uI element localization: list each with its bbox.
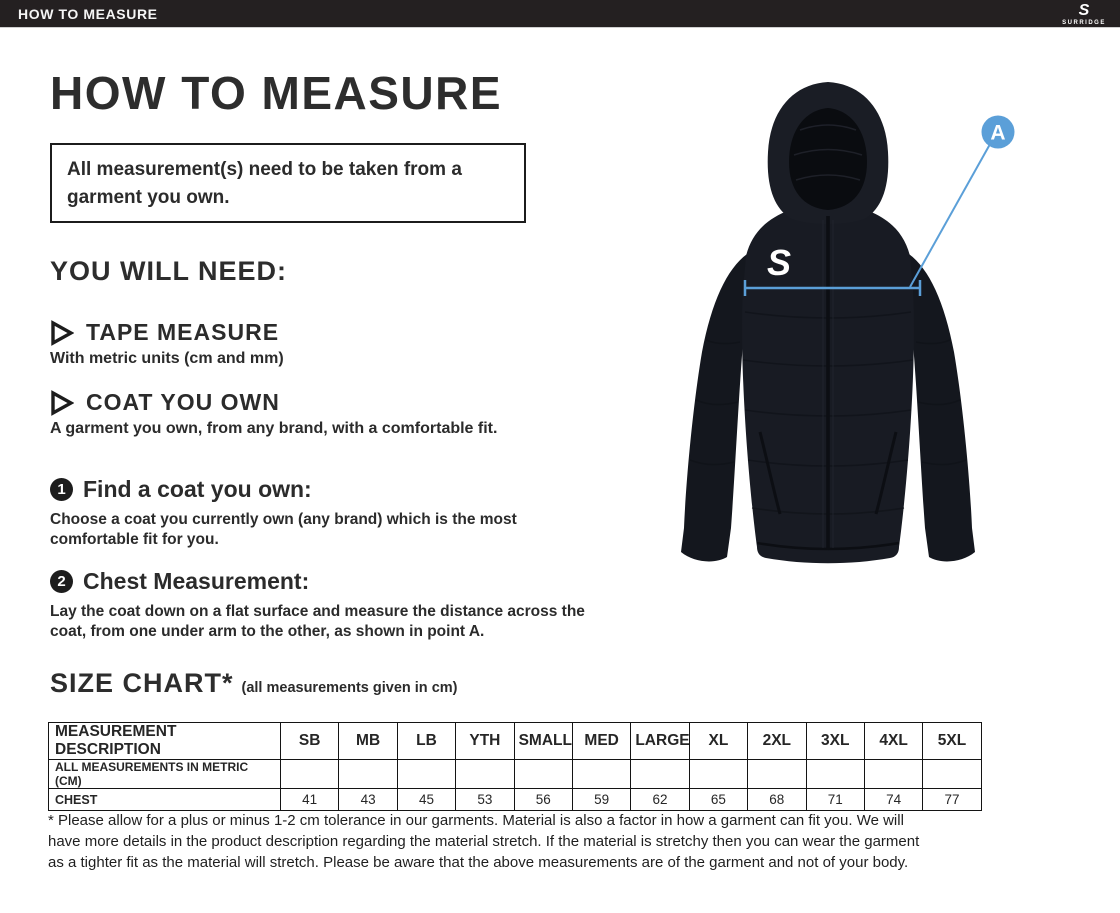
size-chart-cell [339, 760, 397, 789]
jacket-chest-logo: S [767, 242, 792, 283]
top-bar [0, 0, 1120, 28]
size-chart-cell: 62 [631, 789, 689, 811]
size-chart-heading [50, 668, 457, 699]
size-chart-subtitle: (all measurements given in cm) [241, 680, 458, 696]
size-chart-header-yth: YTH [456, 723, 514, 760]
size-chart-cell [748, 760, 806, 789]
size-chart-table-container [48, 722, 982, 811]
need-item-label: TAPE MEASURE [86, 319, 280, 345]
size-chart-header-lb: LB [397, 723, 455, 760]
size-chart-cell: 59 [572, 789, 630, 811]
step-number-badge: 1 [50, 478, 73, 501]
size-chart-cell: 56 [514, 789, 572, 811]
need-item-label: COAT YOU OWN [86, 389, 280, 415]
surridge-logo-icon [1058, 1, 1120, 27]
step-number-badge: 2 [50, 570, 73, 593]
size-chart-cell: 68 [748, 789, 806, 811]
size-chart-row [49, 789, 982, 811]
step-2 [50, 568, 610, 641]
page-title: HOW TO MEASURE [50, 67, 503, 119]
surridge-s-mark: S [1078, 1, 1090, 19]
top-bar-title: HOW TO MEASURE [18, 5, 158, 22]
step-title: Chest Measurement: [83, 568, 310, 594]
jacket-left-sleeve [681, 252, 750, 561]
play-triangle-icon [50, 390, 74, 416]
size-chart-header-large: LARGE [631, 723, 689, 760]
jacket-hood-opening [789, 108, 867, 210]
size-chart-row [49, 760, 982, 789]
step-description: Choose a coat you currently own (any brand) which is the most comfortable fit for you. [50, 511, 517, 548]
size-chart-cell: 53 [456, 789, 514, 811]
size-chart-cell: 43 [339, 789, 397, 811]
size-chart-header-mb: MB [339, 723, 397, 760]
size-chart-cell: 65 [689, 789, 747, 811]
size-chart-cell [923, 760, 981, 789]
size-chart-cell: 41 [281, 789, 339, 811]
play-triangle-icon [50, 320, 74, 346]
size-chart-header-5xl: 5XL [923, 723, 981, 760]
jacket-measurement-diagram [660, 60, 1040, 640]
size-chart-row-label: ALL MEASUREMENTS IN METRIC (CM) [49, 760, 281, 789]
size-chart-row-label: CHEST [49, 789, 281, 811]
size-chart-cell: 77 [923, 789, 981, 811]
size-chart-cell: 71 [806, 789, 864, 811]
surridge-logo-graphic [1058, 1, 1110, 27]
size-chart-cell [456, 760, 514, 789]
size-chart-header-small: SMALL [514, 723, 572, 760]
size-chart-cell: 45 [397, 789, 455, 811]
need-item-description: A garment you own, from any brand, with a comfortable fit. [50, 420, 498, 437]
you-will-need-heading: YOU WILL NEED: [50, 256, 288, 286]
step-1 [50, 476, 555, 549]
size-chart-cell [572, 760, 630, 789]
size-chart-header-sb: SB [281, 723, 339, 760]
jacket-right-sleeve [906, 252, 975, 561]
size-chart-header-2xl: 2XL [748, 723, 806, 760]
tolerance-footnote: * Please allow for a plus or minus 1-2 cm tolerance in our garments. Material is also a factor in how a garment can fit you. We will have more details in the product description regarding the material stretch. If the material is stretchy then you can wear the garment as a tighter fit as the material will stretch. Please be aware that the above measurements are of the garment and not of your body. [48, 812, 920, 871]
size-chart-cell [689, 760, 747, 789]
size-chart-cell [514, 760, 572, 789]
jacket-image [660, 60, 1040, 640]
size-chart-cell [631, 760, 689, 789]
size-chart-header-xl: XL [689, 723, 747, 760]
measurement-note-box [50, 143, 526, 223]
size-chart-cell [397, 760, 455, 789]
measurement-note-text: All measurement(s) need to be taken from a garment you own. [67, 159, 462, 208]
step-title: Find a coat you own: [83, 476, 312, 502]
step-description: Lay the coat down on a flat surface and measure the distance across the coat, from one under arm to the other, as shown in point A. [50, 603, 585, 640]
size-chart-title: SIZE CHART* [50, 668, 234, 698]
size-chart-cell [864, 760, 922, 789]
size-chart-header-description: MEASUREMENT DESCRIPTION [49, 723, 281, 760]
size-chart-table [48, 722, 982, 811]
size-chart-header-4xl: 4XL [864, 723, 922, 760]
size-chart-cell [806, 760, 864, 789]
size-chart-cell [281, 760, 339, 789]
size-chart-header-3xl: 3XL [806, 723, 864, 760]
point-a-marker [982, 116, 1015, 149]
size-chart-header-med: MED [572, 723, 630, 760]
need-item-coat-you-own [50, 389, 497, 438]
surridge-wordmark: SURRIDGE [1062, 19, 1106, 26]
size-chart-cell: 74 [864, 789, 922, 811]
need-item-tape-measure [50, 319, 284, 368]
need-item-description: With metric units (cm and mm) [50, 350, 284, 367]
point-a-label: A [990, 121, 1006, 145]
